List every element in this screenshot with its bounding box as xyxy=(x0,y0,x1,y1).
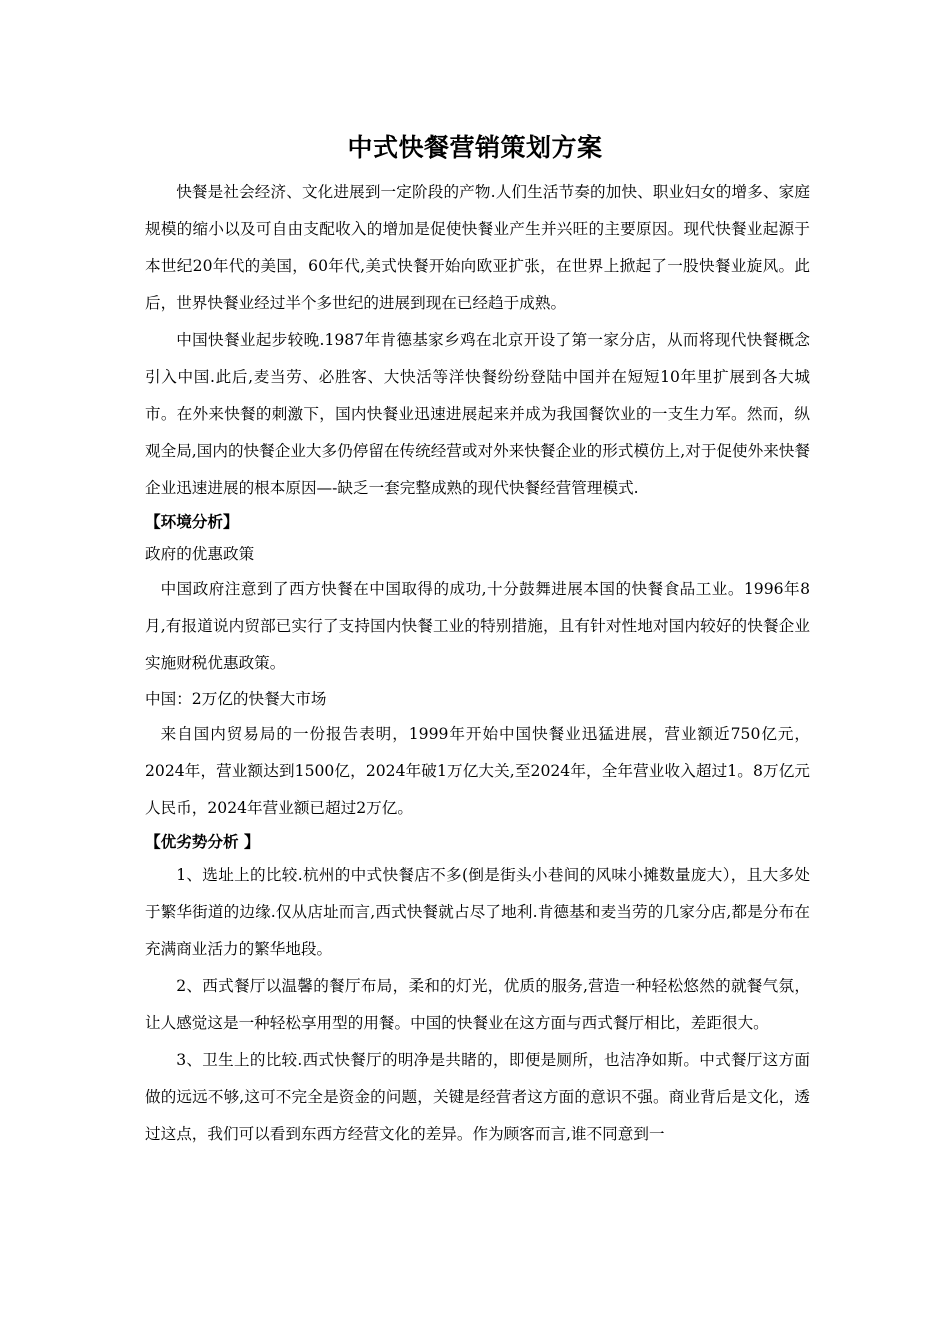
market-paragraph: 来自国内贸易局的一份报告表明，1999年开始中国快餐业迅猛进展，营业额近750亿元，2024年，营业额达到1500亿，2024年破1万亿大关,至2024年，全年营业收入超过1。8万亿元人民币，2024年营业额已超过2万亿。 xyxy=(145,725,810,817)
intro-paragraph-1: 快餐是社会经济、文化进展到一定阶段的产物.人们生活节奏的加快、职业妇女的增多、家庭规模的缩小以及可自由支配收入的增加是促使快餐业产生并兴旺的主要原因。现代快餐业起源于本世纪20年代的美国，60年代,美式快餐开始向欧亚扩张，在世界上掀起了一股快餐业旋风。此后，世界快餐业经过半个多世纪的进展到现在已经趋于成熟。 xyxy=(145,183,810,312)
subheading-policy: 政府的优惠政策 xyxy=(145,545,255,563)
swot-item-2: 2、西式餐厅以温馨的餐厅布局，柔和的灯光，优质的服务,营造一种轻松悠然的就餐气氛，让人感觉这是一种轻松享用型的用餐。中国的快餐业在这方面与西式餐厅相比，差距很大。 xyxy=(145,977,810,1032)
document-body xyxy=(145,174,810,1153)
policy-paragraph: 中国政府注意到了西方快餐在中国取得的成功,十分鼓舞进展本国的快餐食品工业。1996年8月,有报道说内贸部已实行了支持国内快餐工业的特别措施，且有针对性地对国内较好的快餐企业实施财税优惠政策。 xyxy=(145,580,810,672)
intro-paragraph-2: 中国快餐业起步较晚.1987年肯德基家乡鸡在北京开设了第一家分店，从而将现代快餐概念引入中国.此后,麦当劳、必胜客、大快活等洋快餐纷纷登陆中国并在短短10年里扩展到各大城市。在外来快餐的刺激下，国内快餐业迅速进展起来并成为我国餐饮业的一支生力军。然而，纵观全局,国内的快餐企业大多仍停留在传统经营或对外来快餐企业的形式模仿上,对于促使外来快餐企业迅速进展的根本原因—-缺乏一套完整成熟的现代快餐经营管理模式. xyxy=(145,331,810,497)
swot-item-1: 1、选址上的比较.杭州的中式快餐店不多(倒是街头小巷间的风味小摊数量庞大），且大多处于繁华街道的边缘.仅从店址而言,西式快餐就占尽了地利.肯德基和麦当劳的几家分店,都是分布在充满商业活力的繁华地段。 xyxy=(145,866,810,958)
document-title: 中式快餐营销策划方案 xyxy=(347,133,603,162)
section-heading-environment: 【环境分析】 xyxy=(145,513,239,531)
swot-item-3: 3、卫生上的比较.西式快餐厅的明净是共睹的，即便是厕所，也洁净如斯。中式餐厅这方面做的远远不够,这可不完全是资金的问题，关键是经营者这方面的意识不强。商业背后是文化，透过这点，我们可以看到东西方经营文化的差异。作为顾客而言,谁不同意到一 xyxy=(145,1051,810,1143)
section-heading-swot: 【优劣势分析 】 xyxy=(145,833,260,851)
subheading-market: 中国：2万亿的快餐大市场 xyxy=(145,690,327,708)
